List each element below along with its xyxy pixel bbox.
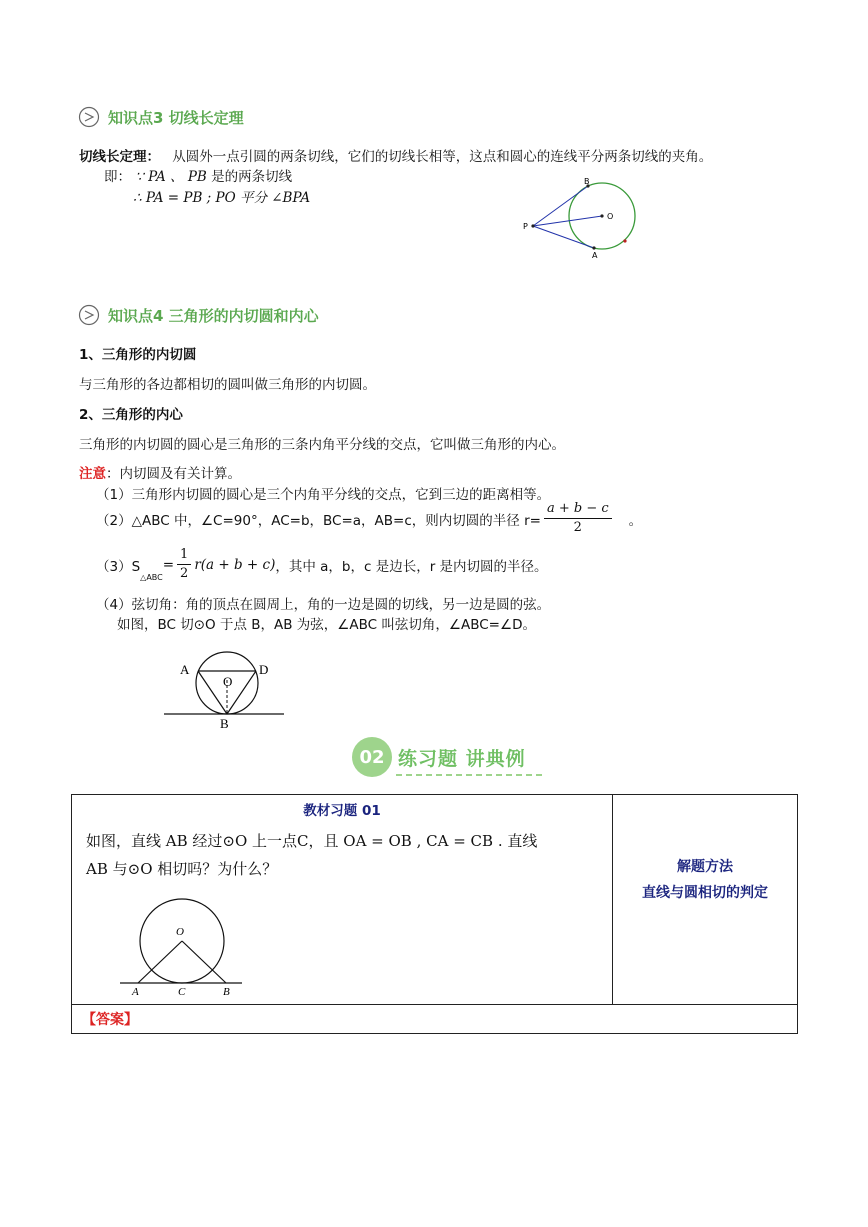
k4-note	[79, 462, 241, 482]
k3-label-b: B	[584, 177, 590, 186]
k3-title: 知识点3 切线长定理	[108, 108, 244, 127]
k4-note-3-text: ，其中 a，b，c 是边长，r 是内切圆的半径。	[275, 558, 548, 575]
k4-s2-text: 三角形的内切圆的圆心是三角形的三条内角平分线的交点，它叫做三角形的内心。	[79, 437, 565, 453]
k3-line1-math: ∵ PA 、 PB	[135, 169, 207, 185]
k4-note-4-line1: （4）弦切角：角的顶点在圆周上，角的一边是圆的切线，另一边是圆的弦。	[96, 597, 551, 613]
area-subscript: △ABC	[140, 572, 163, 582]
k3-label-a: A	[592, 251, 598, 260]
exercise-title: 教材习题 01	[303, 803, 381, 819]
exercise-text-line2: AB 与⊙O 相切吗？为什么？	[86, 860, 278, 878]
k4-s1-text: 与三角形的各边都相切的圆叫做三角形的内切圆。	[79, 377, 376, 393]
k3-line1	[104, 165, 292, 185]
k4-s1-title: 1、三角形的内切圆	[79, 347, 197, 363]
k4-label-d: D	[259, 662, 269, 677]
half-fraction	[177, 548, 191, 582]
k3-heading	[78, 106, 244, 128]
k4-label-a: A	[180, 662, 190, 677]
ex-label-c: C	[178, 986, 186, 998]
method-label: 解题方法	[677, 858, 733, 875]
exercise-side	[613, 856, 797, 902]
k4-note-1: （1）三角形内切圆的圆心是三个内角平分线的交点，它到三边的距离相等。	[96, 487, 551, 503]
inradius-numerator: a + b − c	[544, 502, 612, 519]
k3-line1-suffix: 是的两条切线	[211, 169, 293, 185]
k3-label-p: P	[523, 222, 528, 231]
half-denominator: 2	[180, 566, 189, 582]
k3-def-label: 切线长定理：	[79, 149, 160, 165]
exercise-text-line1: 如图，直线 AB 经过⊙O 上一点C，且 OA = OB , CA = CB . 直线	[86, 832, 538, 850]
note-label: 注意	[79, 466, 106, 482]
k4-note-4-line2: 如图，BC 切⊙O 于点 B，AB 为弦，∠ABC 叫弦切角，∠ABC=∠D。	[117, 617, 536, 633]
section-banner	[352, 737, 526, 777]
exercise-main-cell	[72, 795, 613, 1005]
k4-note-2-text: （2）△ABC 中，∠C=90°，AC=b，BC=a，AB=c，则内切圆的半径 r=	[96, 512, 541, 529]
inradius-fraction	[544, 502, 612, 536]
exercise-text	[86, 827, 600, 883]
answer-cell	[72, 1005, 798, 1034]
tangent-length-figure	[515, 175, 655, 265]
segment-po	[533, 216, 602, 226]
k3-line2: ∴ PA = PB ; PO 平分 ∠BPA	[133, 190, 311, 206]
k4-title: 知识点4 三角形的内切圆和内心	[108, 306, 319, 325]
k4-label-o: O	[223, 674, 233, 689]
tangent-pb	[533, 186, 588, 226]
exercise-figure	[120, 891, 260, 1001]
area-expression: r(a + b + c)	[194, 556, 276, 573]
area-equals: =	[162, 556, 175, 573]
tangent-chord-figure	[160, 650, 290, 732]
exercise-table	[71, 794, 798, 1034]
k3-line1-prefix: 即：	[104, 169, 131, 185]
play-circle-icon	[78, 106, 100, 128]
tangent-pa	[533, 226, 594, 248]
k4-s2-title: 2、三角形的内心	[79, 407, 183, 423]
k4-note-2	[96, 502, 642, 536]
answer-label: 【答案】	[82, 1012, 138, 1028]
section-underline	[396, 774, 542, 776]
section-title: 练习题 讲典例	[398, 747, 526, 770]
k3-def-text: 从圆外一点引圆的两条切线，它们的切线长相等，这点和圆心的连线平分两条切线的夹角。	[172, 149, 713, 165]
half-numerator: 1	[177, 548, 191, 565]
inradius-denominator: 2	[573, 520, 582, 536]
k4-heading	[78, 304, 319, 326]
method-text: 直线与圆相切的判定	[642, 884, 768, 901]
ex-label-b: B	[223, 986, 230, 998]
section-number: 02	[352, 737, 392, 777]
k4-note-2-end: 。	[628, 512, 643, 529]
area-s: （3）S	[96, 558, 141, 575]
ex-label-a: A	[132, 986, 139, 998]
k3-label-o: O	[607, 212, 614, 221]
k3-definition	[79, 145, 712, 165]
k4-note-3	[96, 548, 548, 582]
note-text: ：内切圆及有关计算。	[106, 466, 241, 482]
ex-label-o: O	[176, 926, 184, 938]
play-circle-icon	[78, 304, 100, 326]
k4-label-b: B	[220, 716, 229, 731]
exercise-side-cell	[613, 795, 798, 1005]
